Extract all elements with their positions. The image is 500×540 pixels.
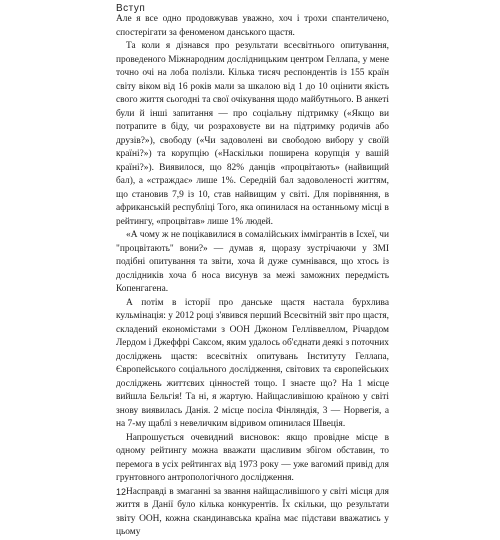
running-head: Вступ xyxy=(116,3,146,14)
body-text xyxy=(116,13,389,540)
page-number: 12 xyxy=(116,487,127,497)
paragraph-2: Та коли я дізнався про результати всесвітнього опитування, проведеного Міжнародним дослідницьким центром Геллапа, у мене точно очі на лоба полізли. Кілька тисяч респондентів із 155 країн світу віком від 16 років мали за шкалою від 1 до 10 оцінити якість свого життя сьогодні та свої очікування щодо майбутнього. В анкеті були й інші запитання — про соціальну підтримку («Якщо ви потрапите в біду, чи розраховуєте ви на підтримку родичів або друзів?»), свободу («Чи задоволені ви свободою вибору у своїй країні?») та корупцію («Наскільки поширена корупція у вашій країні?»). Виявилося, що 82% данців «процвітають» (найвищий бал), а «страждає» лише 1%. Середній бал задоволеності життям, що становив 7,9 із 10, став найвищим у світі. Для порівняння, в африканській республіці Того, яка опинилася на останньому місці в рейтингу, «процвітав» лише 1% людей. xyxy=(116,41,389,227)
paragraph-4: А потім в історії про данське щастя настала бурхлива кульмінація: у 2012 році з'явився перший Всесвітній звіт про щастя, складений економістами з ООН Джоном Гелліввеллом, Річардом Лердом і Джеффрі Саксом, яким удалось об'єднати деякі з поточних досліджень щастя: всесвітніх опитувань Інституту Геллапа, Європейського соціального дослідження, світових та європейських досліджень життєвих цінностей тощо. І знаєте що? На 1 місце вийшла Бельгія! Та ні, я жартую. Найщасливішою країною у світі знову виявилась Данія. 2 місце посіла Фінляндія, 3 — Норвегія, а на 7-му щаблі з невеличким відривом опинилася Швеція. xyxy=(116,297,389,429)
paragraph-6: Насправді в змаганні за звання найщасливішого у світі місця для життя в Данії було кілька конкурентів. Їх скільки, що результати звіту ООН, кожна скандинавська країна має підстави вважатись у цьому xyxy=(116,486,389,537)
paragraph-1: Але я все одно продовжував уважно, хоч і трохи спантеличено, спостерігати за феноменом данського щастя. xyxy=(116,14,389,38)
paragraph-5: Напрошується очевидний висновок: якщо провідне місце в одному рейтингу можна вважати щасливим збігом обставин, то перемога в усіх рейтингах від 1973 року — уже вагомий привід для грунтовного антропологічного дослідження. xyxy=(116,432,389,483)
paragraph-3: «А чому ж не поцікавилися в сомалійських іммігрантів в Ісхеї, чи "процвітають" вони?» — думав я, щоразу зустрічаючи у ЗМІ подібні опитування та звіти, хоча й дуже сумнівався, що хтось із дослідників хоча б носа висунув за межі заможних передмість Копенгагена. xyxy=(116,230,389,294)
